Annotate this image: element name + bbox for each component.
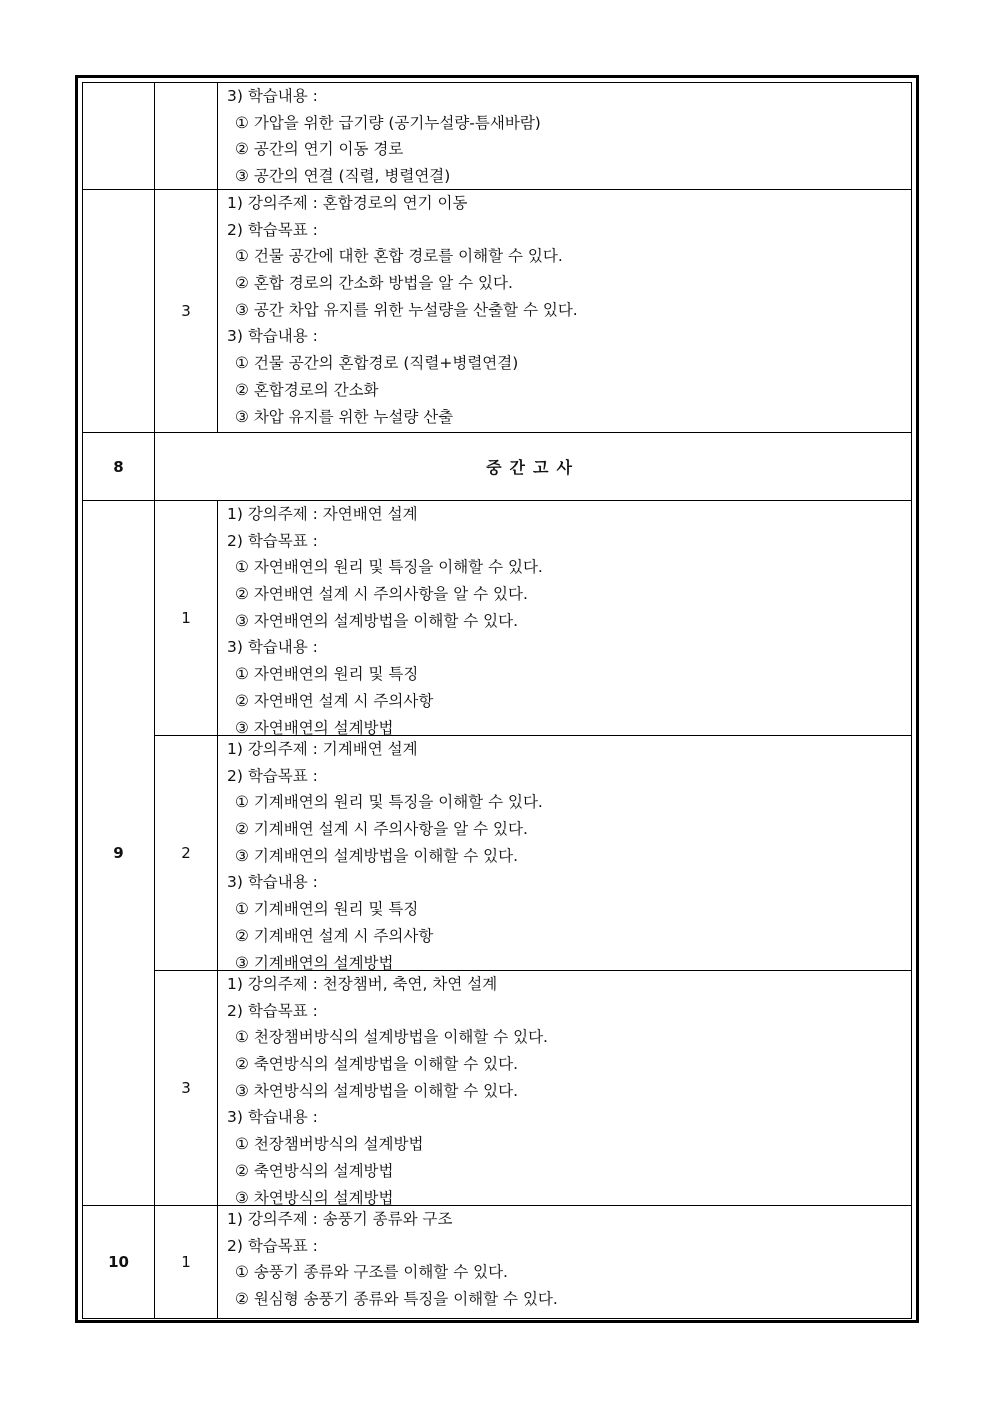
content-line: ③ 공간의 연결 (직렬, 병렬연결) [235,167,451,186]
content-line: ③ 차연방식의 설계방법 [235,1188,394,1207]
content-line: 3) 학습내용 : [227,87,318,105]
content-line: ② 자연배연 설계 시 주의사항을 알 수 있다. [235,585,528,604]
content-line: ① 자연배연의 원리 및 특징 [235,665,419,684]
content-line: ② 자연배연 설계 시 주의사항 [235,691,434,710]
table-row [83,971,911,1206]
table-row-midterm [83,433,911,501]
content-line: ① 가압을 위한 급기량 (공기누설량-틈새바람) [235,113,541,132]
content-line: ② 원심형 송풍기 종류와 특징을 이해할 수 있다. [235,1290,558,1309]
content-line: ① 기계배연의 원리 및 특징 [235,900,419,919]
content-line: 1) 강의주제 : 기계배연 설계 [227,740,418,758]
content-line: 2) 학습목표 : [227,1001,318,1020]
content-line: ① 자연배연의 원리 및 특징을 이해할 수 있다. [235,558,543,577]
content-line: 1) 강의주제 : 송풍기 종류와 구조 [227,1210,453,1228]
content-line: ③ 공간 차압 유지를 위한 누설량을 산출할 수 있다. [235,300,578,319]
content-line: ③ 자연배연의 설계방법을 이해할 수 있다. [235,611,519,630]
content-line: ③ 자연배연의 설계방법 [235,718,394,737]
content-line: 1) 강의주제 : 자연배연 설계 [227,505,418,523]
content-line: 1) 강의주제 : 천장챔버, 축연, 차연 설계 [227,975,498,993]
content-line: ① 천장챔버방식의 설계방법 [235,1135,424,1154]
table-row [83,1206,911,1318]
midterm-label: 중간고사 [486,458,580,477]
week-number: 9 [83,501,155,1206]
page-border [75,75,919,1323]
content-line: ① 천장챔버방식의 설계방법을 이해할 수 있다. [235,1028,548,1047]
content-line: 2) 학습목표 : [227,1236,318,1255]
content-line: ② 축연방식의 설계방법 [235,1161,394,1180]
content-line: ③ 기계배연의 설계방법을 이해할 수 있다. [235,846,519,865]
content-line: ① 송풍기 종류와 구조를 이해할 수 있다. [235,1263,508,1282]
content-line: ③ 차연방식의 설계방법을 이해할 수 있다. [235,1081,519,1100]
content-line: ② 기계배연 설계 시 주의사항 [235,926,434,945]
lecture-content [218,1206,911,1313]
content-line: ① 기계배연의 원리 및 특징을 이해할 수 있다. [235,793,543,812]
week-number: 10 [83,1206,155,1318]
session-number: 3 [155,190,218,432]
table-row [83,501,911,736]
session-number: 1 [155,501,218,735]
content-line: ② 기계배연 설계 시 주의사항을 알 수 있다. [235,820,528,839]
content-line: 1) 강의주제 : 혼합경로의 연기 이동 [227,194,468,212]
week-number: 8 [83,433,155,500]
session-number: 1 [155,1206,218,1318]
session-cell [155,83,218,189]
week-cell [83,190,155,432]
lecture-content [218,83,911,190]
content-line: ② 혼합 경로의 간소화 방법을 알 수 있다. [235,274,513,293]
lecture-content [218,971,911,1211]
lecture-content [218,736,911,976]
table-row [83,83,911,190]
content-line: ② 축연방식의 설계방법을 이해할 수 있다. [235,1055,519,1074]
content-line: ① 건물 공간에 대한 혼합 경로를 이해할 수 있다. [235,247,563,266]
content-line: 2) 학습목표 : [227,220,318,239]
lecture-content [218,501,911,741]
lecture-content [218,190,911,430]
content-line: 2) 학습목표 : [227,766,318,785]
syllabus-table [82,82,912,1319]
table-row [83,190,911,433]
content-line: 2) 학습목표 : [227,531,318,550]
week-cell [83,83,155,189]
content-line: ① 건물 공간의 혼합경로 (직렬+병렬연결) [235,354,519,373]
session-number: 2 [155,736,218,970]
content-line: 3) 학습내용 : [227,327,318,346]
content-line: ③ 차압 유지를 위한 누설량 산출 [235,407,454,426]
content-line: 3) 학습내용 : [227,638,318,657]
content-line: ③ 기계배연의 설계방법 [235,953,394,972]
session-number: 3 [155,971,218,1205]
content-line: ② 혼합경로의 간소화 [235,380,379,399]
content-line: ② 공간의 연기 이동 경로 [235,140,404,159]
content-line: 3) 학습내용 : [227,1108,318,1127]
content-line: 3) 학습내용 : [227,873,318,892]
table-row [83,736,911,971]
